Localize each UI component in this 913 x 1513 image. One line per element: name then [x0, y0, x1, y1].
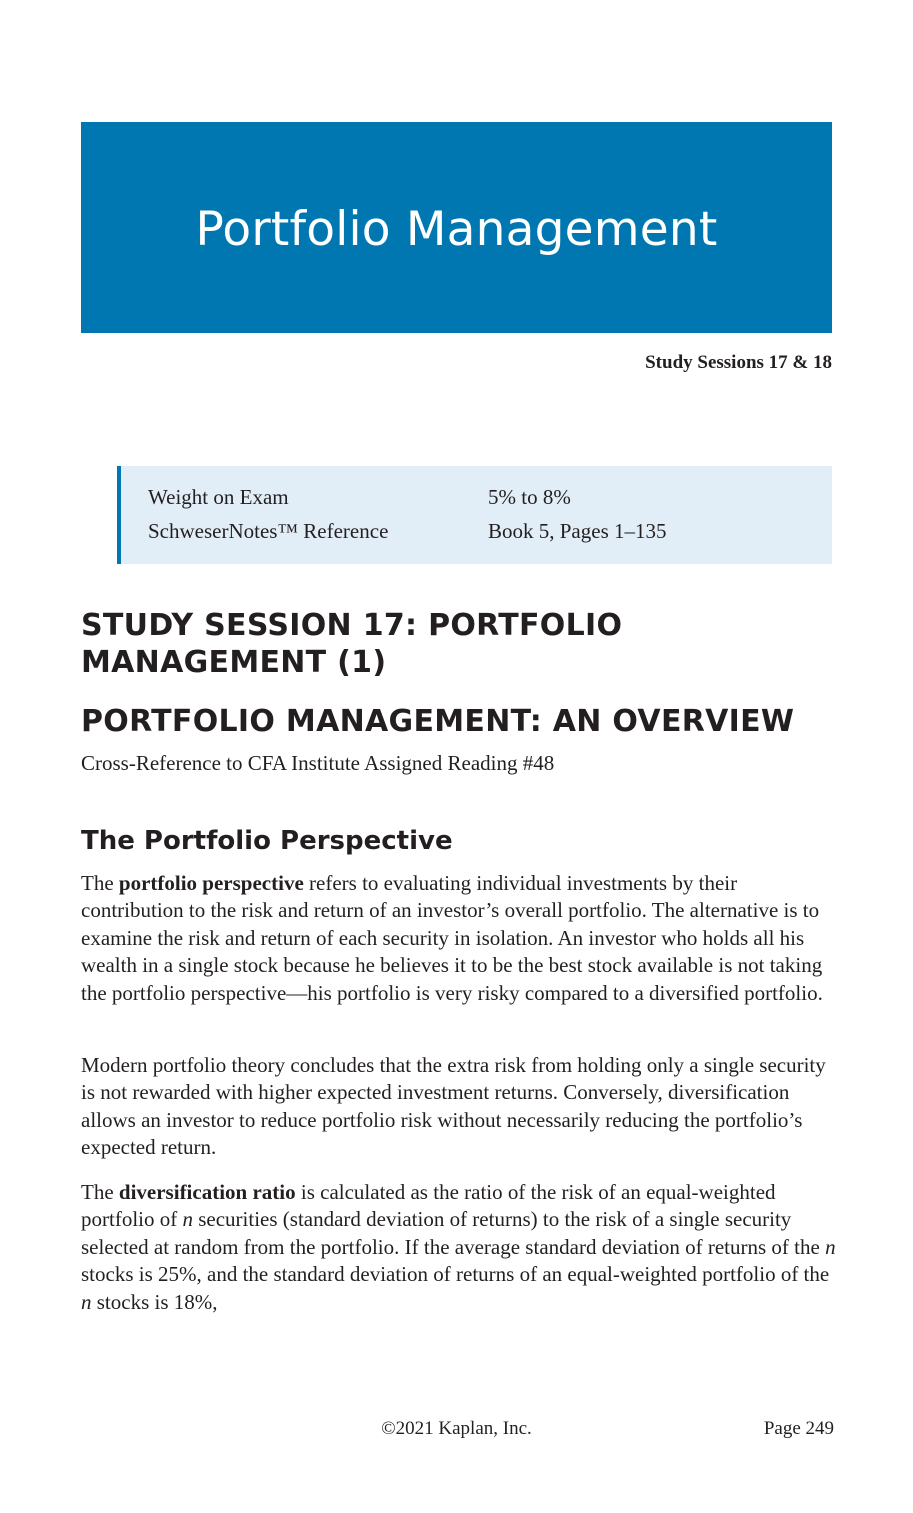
- chapter-banner: [81, 122, 832, 333]
- reference-value: 5% to 8%: [488, 485, 571, 509]
- key-term: portfolio perspective: [118, 871, 304, 895]
- reference-box: [117, 466, 832, 564]
- reference-label: SchweserNotes™ Reference: [148, 519, 389, 543]
- paragraph-modern-portfolio-theory: Modern portfolio theory concludes that the extra risk from holding only a single security is not rewarded with higher expected investment returns. Conversely, diversification allows an investor to reduce portfolio risk without necessarily reducing the portfolio’s expected return.: [81, 1053, 826, 1160]
- reading-heading: PORTFOLIO MANAGEMENT: AN OVERVIEW: [81, 704, 795, 739]
- reference-value: Book 5, Pages 1–135: [488, 519, 667, 543]
- footer-copyright: ©2021 Kaplan, Inc.: [381, 1418, 532, 1439]
- key-term: diversification ratio: [118, 1180, 296, 1204]
- study-session-heading: STUDY SESSION 17: PORTFOLIO MANAGEMENT (1): [81, 608, 623, 680]
- cross-reference: Cross-Reference to CFA Institute Assigned Reading #48: [81, 751, 555, 775]
- paragraph-diversification-ratio: The diversification ratio is calculated as the ratio of the risk of an equal-weighted portfolio of n securities (standard deviation of returns) to the risk of a single security selected at random from the portfolio. If the average standard deviation of returns of the n stocks is 25%, and the standard deviation of returns of an equal-weighted portfolio of the n stocks is 18%,: [81, 1180, 836, 1314]
- section-heading: The Portfolio Perspective: [81, 826, 453, 856]
- page-number: Page 249: [763, 1418, 834, 1439]
- chapter-title: Portfolio Management: [195, 202, 718, 257]
- study-sessions-label: Study Sessions 17 & 18: [645, 352, 832, 373]
- paragraph-portfolio-perspective: The portfolio perspective refers to evaluating individual investments by their contribution to the risk and return of an investor’s overall portfolio. The alternative is to examine the risk and return of each security in isolation. An investor who holds all his wealth in a single stock because he believes it to be the best stock available is not taking the portfolio perspective—his portfolio is very risky compared to a diversified portfolio.: [81, 871, 823, 1005]
- reference-label: Weight on Exam: [148, 485, 289, 509]
